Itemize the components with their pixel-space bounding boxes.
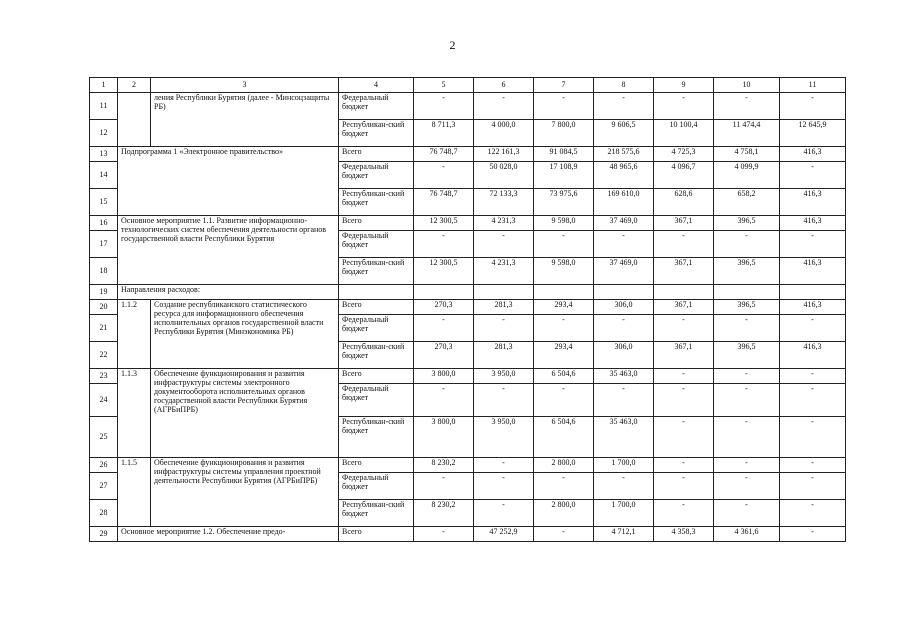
value-cell: 10 100,4	[654, 120, 714, 147]
value-cell: 17 108,9	[534, 162, 594, 189]
funding-source: Всего	[339, 300, 414, 315]
row-number: 12	[90, 120, 118, 147]
value-cell: -	[780, 458, 846, 473]
value-cell: 48 965,6	[594, 162, 654, 189]
funding-source: Федеральный бюджет	[339, 473, 414, 500]
value-cell: 306,0	[594, 300, 654, 315]
value-cell: -	[474, 231, 534, 258]
funding-source: Республикан-ский бюджет	[339, 189, 414, 216]
value-cell: 306,0	[594, 342, 654, 369]
value-cell: -	[780, 93, 846, 120]
row-number: 21	[90, 315, 118, 342]
value-cell: 293,4	[534, 342, 594, 369]
table-row	[90, 300, 846, 315]
value-cell: 281,3	[474, 342, 534, 369]
value-cell: -	[780, 162, 846, 189]
funding-source: Всего	[339, 458, 414, 473]
header-cell: 6	[474, 78, 534, 93]
value-cell: -	[414, 162, 474, 189]
value-cell: 3 950,0	[474, 369, 534, 384]
value-cell: 3 950,0	[474, 417, 534, 458]
value-cell: 416,3	[780, 300, 846, 315]
value-cell: -	[714, 458, 780, 473]
value-cell: -	[654, 473, 714, 500]
value-cell: -	[780, 473, 846, 500]
value-cell: 11 474,4	[714, 120, 780, 147]
value-cell: 367,1	[654, 342, 714, 369]
row-number: 28	[90, 500, 118, 527]
value-cell: -	[714, 93, 780, 120]
row-number: 17	[90, 231, 118, 258]
value-cell: 9 598,0	[534, 258, 594, 285]
value-cell: 416,3	[780, 147, 846, 162]
funding-source: Всего	[339, 147, 414, 162]
header-cell: 1	[90, 78, 118, 93]
row-number: 20	[90, 300, 118, 315]
value-cell: 4 231,3	[474, 258, 534, 285]
value-cell: 628,6	[654, 189, 714, 216]
row-description: Обеспечение функционирования и развития инфраструктуры системы электронного документооборота исполнительных органов государственной власти Республики Бурятия (АГРБиПРБ)	[151, 369, 339, 458]
row-number: 14	[90, 162, 118, 189]
funding-source: Республикан-ский бюджет	[339, 417, 414, 458]
value-cell: 270,3	[414, 300, 474, 315]
row-code: 1.1.3	[118, 369, 151, 458]
value-cell: -	[714, 500, 780, 527]
value-cell: 1 700,0	[594, 458, 654, 473]
funding-source: Всего	[339, 527, 414, 542]
value-cell: 37 469,0	[594, 258, 654, 285]
value-cell: -	[654, 231, 714, 258]
value-cell: -	[594, 384, 654, 417]
value-cell: 218 575,6	[594, 147, 654, 162]
page-number: 2	[449, 38, 456, 52]
header-row	[90, 78, 846, 93]
row-number: 27	[90, 473, 118, 500]
value-cell: 4 712,1	[594, 527, 654, 542]
header-cell: 8	[594, 78, 654, 93]
value-cell: 396,5	[714, 258, 780, 285]
value-cell: 8 230,2	[414, 458, 474, 473]
row-description: Создание республиканского статистического ресурса для информационного обеспечения исполнительных органов государственной власти Республики Бурятия (Минэкономика РБ)	[151, 300, 339, 369]
header-cell: 4	[339, 78, 414, 93]
value-cell: -	[474, 384, 534, 417]
value-cell: 37 469,0	[594, 216, 654, 231]
value-cell: -	[474, 93, 534, 120]
value-cell: 6 504,6	[534, 417, 594, 458]
value-cell: -	[474, 473, 534, 500]
row-description: Основное мероприятие 1.1. Развитие информационно-технологических систем обеспечения деятельности органов государственной власти Республики Бурятия	[118, 216, 339, 285]
value-cell: -	[714, 384, 780, 417]
value-cell: 416,3	[780, 189, 846, 216]
table-row	[90, 93, 846, 120]
value-cell: 396,5	[714, 342, 780, 369]
value-cell: 367,1	[654, 258, 714, 285]
row-description: ления Республики Бурятия (далее - Минсоцзащиты РБ)	[151, 93, 339, 147]
row-number: 24	[90, 384, 118, 417]
value-cell: -	[654, 500, 714, 527]
value-cell: 76 748,7	[414, 189, 474, 216]
value-cell: 4 725,3	[654, 147, 714, 162]
funding-source: Всего	[339, 369, 414, 384]
funding-source: Федеральный бюджет	[339, 93, 414, 120]
value-cell: -	[414, 384, 474, 417]
row-number: 25	[90, 417, 118, 458]
value-cell: -	[534, 527, 594, 542]
value-cell: -	[780, 384, 846, 417]
value-cell: -	[474, 458, 534, 473]
row-number: 19	[90, 285, 118, 300]
value-cell: 4 358,3	[654, 527, 714, 542]
value-cell: 3 800,0	[414, 369, 474, 384]
value-cell: -	[654, 417, 714, 458]
value-cell: 4 000,0	[474, 120, 534, 147]
value-cell: -	[780, 527, 846, 542]
value-cell: 4 361,6	[714, 527, 780, 542]
row-code: 1.1.2	[118, 300, 151, 369]
funding-source: Всего	[339, 216, 414, 231]
value-cell: -	[534, 93, 594, 120]
value-cell: -	[534, 231, 594, 258]
budget-table	[89, 77, 846, 542]
table-row	[90, 369, 846, 384]
value-cell: 2 800,0	[534, 500, 594, 527]
value-cell: 4 231,3	[474, 216, 534, 231]
header-cell: 11	[780, 78, 846, 93]
funding-source: Федеральный бюджет	[339, 315, 414, 342]
value-cell: -	[474, 500, 534, 527]
value-cell: -	[534, 473, 594, 500]
row-description: Обеспечение функционирования и развития инфраструктуры системы управления проектной деятельности Республики Бурятия (АГРБиПРБ)	[151, 458, 339, 527]
funding-source: Федеральный бюджет	[339, 384, 414, 417]
value-cell: 76 748,7	[414, 147, 474, 162]
header-cell: 9	[654, 78, 714, 93]
table-row	[90, 458, 846, 473]
value-cell: 169 610,0	[594, 189, 654, 216]
row-code	[118, 93, 151, 147]
table-row	[90, 285, 846, 300]
value-cell: 12 645,9	[780, 120, 846, 147]
value-cell: 47 252,9	[474, 527, 534, 542]
value-cell: 1 700,0	[594, 500, 654, 527]
value-cell: -	[654, 369, 714, 384]
table-row	[90, 527, 846, 542]
value-cell: 396,5	[714, 300, 780, 315]
value-cell: 3 800,0	[414, 417, 474, 458]
row-number: 16	[90, 216, 118, 231]
value-cell: 9 598,0	[534, 216, 594, 231]
value-cell: 8 230,2	[414, 500, 474, 527]
value-cell: 281,3	[474, 300, 534, 315]
value-cell: -	[654, 384, 714, 417]
table-row	[90, 147, 846, 162]
value-cell: 416,3	[780, 258, 846, 285]
value-cell: -	[714, 315, 780, 342]
header-cell: 7	[534, 78, 594, 93]
value-cell: 416,3	[780, 342, 846, 369]
value-cell: 4 758,1	[714, 147, 780, 162]
value-cell: 6 504,6	[534, 369, 594, 384]
row-description: Подпрограмма 1 «Электронное правительство»	[118, 147, 339, 216]
row-code: 1.1.5	[118, 458, 151, 527]
header-cell: 5	[414, 78, 474, 93]
row-description: Основное мероприятие 1.2. Обеспечение предо-	[118, 527, 339, 542]
value-cell: -	[414, 315, 474, 342]
value-cell: -	[780, 417, 846, 458]
value-cell: 293,4	[534, 300, 594, 315]
value-cell: -	[474, 315, 534, 342]
value-cell: -	[534, 315, 594, 342]
header-cell: 10	[714, 78, 780, 93]
value-cell: 12 300,5	[414, 258, 474, 285]
value-cell: 2 800,0	[534, 458, 594, 473]
value-cell: -	[780, 500, 846, 527]
row-number: 18	[90, 258, 118, 285]
value-cell: 91 084,5	[534, 147, 594, 162]
row-number: 23	[90, 369, 118, 384]
value-cell: -	[780, 369, 846, 384]
value-cell: 9 606,5	[594, 120, 654, 147]
value-cell: -	[714, 231, 780, 258]
value-cell: -	[594, 231, 654, 258]
value-cell: 12 300,5	[414, 216, 474, 231]
value-cell: -	[534, 384, 594, 417]
value-cell: 367,1	[654, 300, 714, 315]
value-cell: -	[714, 473, 780, 500]
row-number: 26	[90, 458, 118, 473]
header-cell: 2	[118, 78, 151, 93]
value-cell: 8 711,3	[414, 120, 474, 147]
value-cell: 72 133,3	[474, 189, 534, 216]
row-description: Направления расходов:	[118, 285, 339, 300]
value-cell: -	[654, 458, 714, 473]
row-number: 15	[90, 189, 118, 216]
value-cell: 270,3	[414, 342, 474, 369]
row-number: 11	[90, 93, 118, 120]
value-cell: 658,2	[714, 189, 780, 216]
funding-source: Республикан-ский бюджет	[339, 500, 414, 527]
header-cell: 3	[151, 78, 339, 93]
value-cell: -	[414, 231, 474, 258]
value-cell: -	[780, 315, 846, 342]
funding-source: Республикан-ский бюджет	[339, 258, 414, 285]
value-cell: -	[714, 417, 780, 458]
value-cell: -	[594, 93, 654, 120]
value-cell: 416,3	[780, 216, 846, 231]
value-cell: -	[414, 93, 474, 120]
value-cell: 4 096,7	[654, 162, 714, 189]
row-number: 29	[90, 527, 118, 542]
value-cell: 50 028,0	[474, 162, 534, 189]
value-cell: 35 463,0	[594, 417, 654, 458]
value-cell: 367,1	[654, 216, 714, 231]
row-number: 13	[90, 147, 118, 162]
value-cell: 4 099,9	[714, 162, 780, 189]
funding-source: Федеральный бюджет	[339, 162, 414, 189]
value-cell: -	[594, 315, 654, 342]
table-row	[90, 216, 846, 231]
value-cell: 35 463,0	[594, 369, 654, 384]
value-cell: 73 975,6	[534, 189, 594, 216]
value-cell: -	[714, 369, 780, 384]
value-cell: 396,5	[714, 216, 780, 231]
value-cell: -	[594, 473, 654, 500]
value-cell: -	[780, 231, 846, 258]
value-cell: 122 161,3	[474, 147, 534, 162]
value-cell: -	[414, 527, 474, 542]
funding-source: Республикан-ский бюджет	[339, 342, 414, 369]
funding-source: Федеральный бюджет	[339, 231, 414, 258]
row-number: 22	[90, 342, 118, 369]
funding-source: Республикан-ский бюджет	[339, 120, 414, 147]
value-cell: -	[654, 93, 714, 120]
value-cell: -	[414, 473, 474, 500]
value-cell: 7 800,0	[534, 120, 594, 147]
value-cell: -	[654, 315, 714, 342]
